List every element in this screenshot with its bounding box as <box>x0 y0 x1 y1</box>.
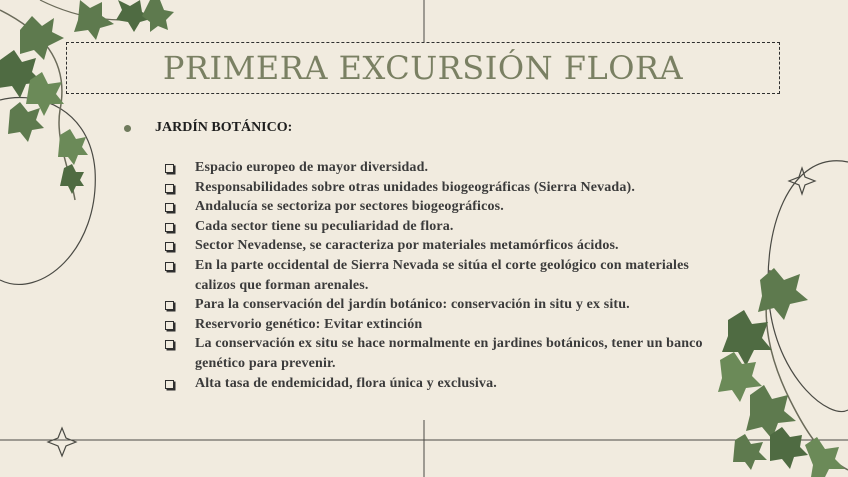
checkbox-bullet-icon <box>165 242 174 251</box>
checkbox-bullet-icon <box>165 164 174 173</box>
checkbox-bullet-icon <box>165 262 174 271</box>
section-label: JARDÍN BOTÁNICO: <box>155 120 293 135</box>
list-item-text: Responsabilidades sobre otras unidades biogeográficas (Sierra Nevada). <box>195 179 635 195</box>
slide-title: PRIMERA EXCURSIÓN FLORA <box>162 49 684 87</box>
checkbox-bullet-icon <box>165 301 174 310</box>
list-item <box>165 374 725 394</box>
checkbox-bullet-icon <box>165 340 174 349</box>
list-item <box>165 236 725 256</box>
checkbox-bullet-icon <box>165 380 174 389</box>
checkbox-bullet-icon <box>165 321 174 330</box>
list-item <box>165 197 725 217</box>
list-item <box>165 158 725 178</box>
list-item <box>165 178 725 198</box>
checkbox-bullet-icon <box>165 203 174 212</box>
list-item-text: Andalucía se sectoriza por sectores biogeográficos. <box>195 199 504 215</box>
section-heading <box>124 120 292 136</box>
ivy-bottom-right <box>718 268 848 477</box>
section-bullet-icon <box>124 125 131 132</box>
title-frame <box>66 42 780 94</box>
list-item <box>165 315 725 335</box>
list-item-text: Espacio europeo de mayor diversidad. <box>195 160 429 175</box>
bullet-list <box>165 158 725 393</box>
list-item-text: La conservación ex situ se hace normalmente en jardines botánicos, tener un banco genético para prevenir. <box>195 336 703 371</box>
list-item-text: Cada sector tiene su peculiaridad de flora. <box>195 218 454 234</box>
list-item-text: Reservorio genético: Evitar extinción <box>195 316 423 332</box>
list-item-text: Sector Nevadense, se caracteriza por materiales metamórficos ácidos. <box>195 238 619 254</box>
list-item <box>165 334 725 373</box>
checkbox-bullet-icon <box>165 223 174 232</box>
list-item-text: Para la conservación del jardín botánico: conservación in situ y ex situ. <box>195 297 630 313</box>
ivy-top-left <box>0 0 174 200</box>
list-item <box>165 295 725 315</box>
checkbox-bullet-icon <box>165 184 174 193</box>
list-item-text: En la parte occidental de Sierra Nevada se sitúa el corte geológico con materiales calizos que forman arenales. <box>195 257 690 293</box>
sparkle-star-right <box>789 168 815 194</box>
list-item <box>165 217 725 237</box>
sparkle-star-left <box>48 428 76 456</box>
list-item <box>165 256 725 295</box>
list-item-text: Alta tasa de endemicidad, flora única y exclusiva. <box>195 375 497 391</box>
